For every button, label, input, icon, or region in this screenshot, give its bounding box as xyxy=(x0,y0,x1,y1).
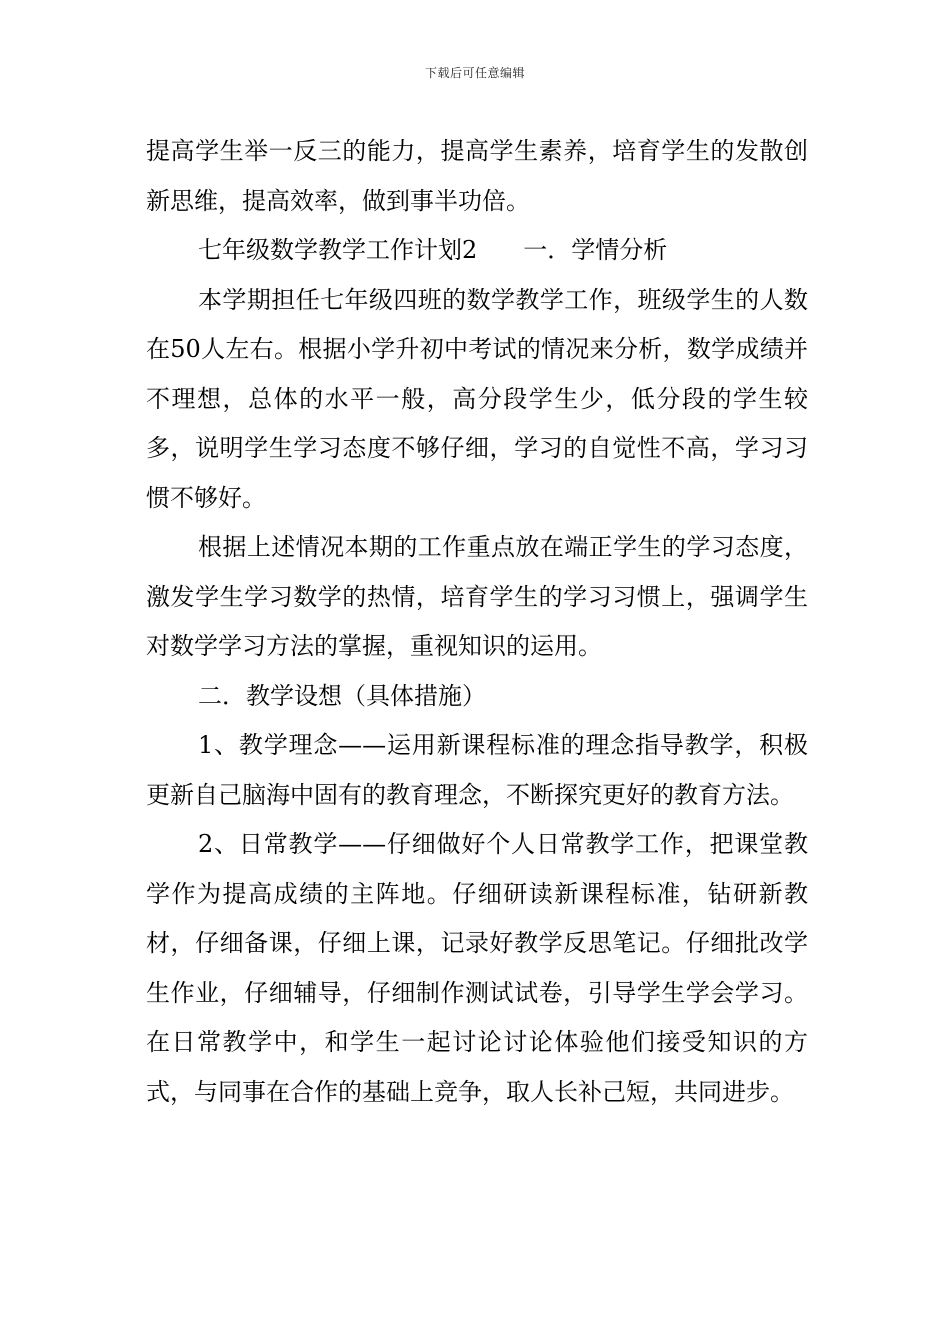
paragraph-teaching-philosophy: 1、教学理念——运用新课程标准的理念指导教学，积极更新自己脑海中固有的教育理念，不断探究更好的教育方法。 xyxy=(146,731,808,809)
page-header: 下载后可任意编辑 xyxy=(424,66,525,80)
paragraph-student-analysis: 本学期担任七年级四班的数学教学工作，班级学生的人数在50人左右。根据小学升初中考试的情况来分析，数学成绩并不理想，总体的水平一般，高分段学生少，低分段的学生较多，说明学生学习态度不够仔细，学习的自觉性不高，学习习惯不够好。 xyxy=(146,285,808,512)
section-heading-teaching-plan: 二．教学设想（具体措施） xyxy=(198,681,486,710)
paragraph-work-focus: 根据上述情况本期的工作重点放在端正学生的学习态度，激发学生学习数学的热情，培育学生的学习习惯上，强调学生对数学学习方法的掌握，重视知识的运用。 xyxy=(146,533,808,660)
document-body xyxy=(146,127,808,1117)
section-heading-line xyxy=(146,226,808,276)
plan-title: 七年级数学教学工作计划2 xyxy=(198,236,478,264)
paragraph-daily-teaching: 2、日常教学——仔细做好个人日常教学工作，把课堂教学作为提高成绩的主阵地。仔细研读新课程标准，钻研新教材，仔细备课，仔细上课，记录好教学反思笔记。仔细批改学生作业，仔细辅导，仔细制作测试试卷，引导学生学会学习。在日常教学中，和学生一起讨论讨论体验他们接受知识的方式，与同事在合作的基础上竞争，取人长补己短，共同进步。 xyxy=(146,830,808,1106)
section-heading: 一．学情分析 xyxy=(523,236,668,264)
paragraph-intro-continuation: 提高学生举一反三的能力，提高学生素养，培育学生的发散创新思维，提高效率，做到事半功倍。 xyxy=(146,137,808,215)
